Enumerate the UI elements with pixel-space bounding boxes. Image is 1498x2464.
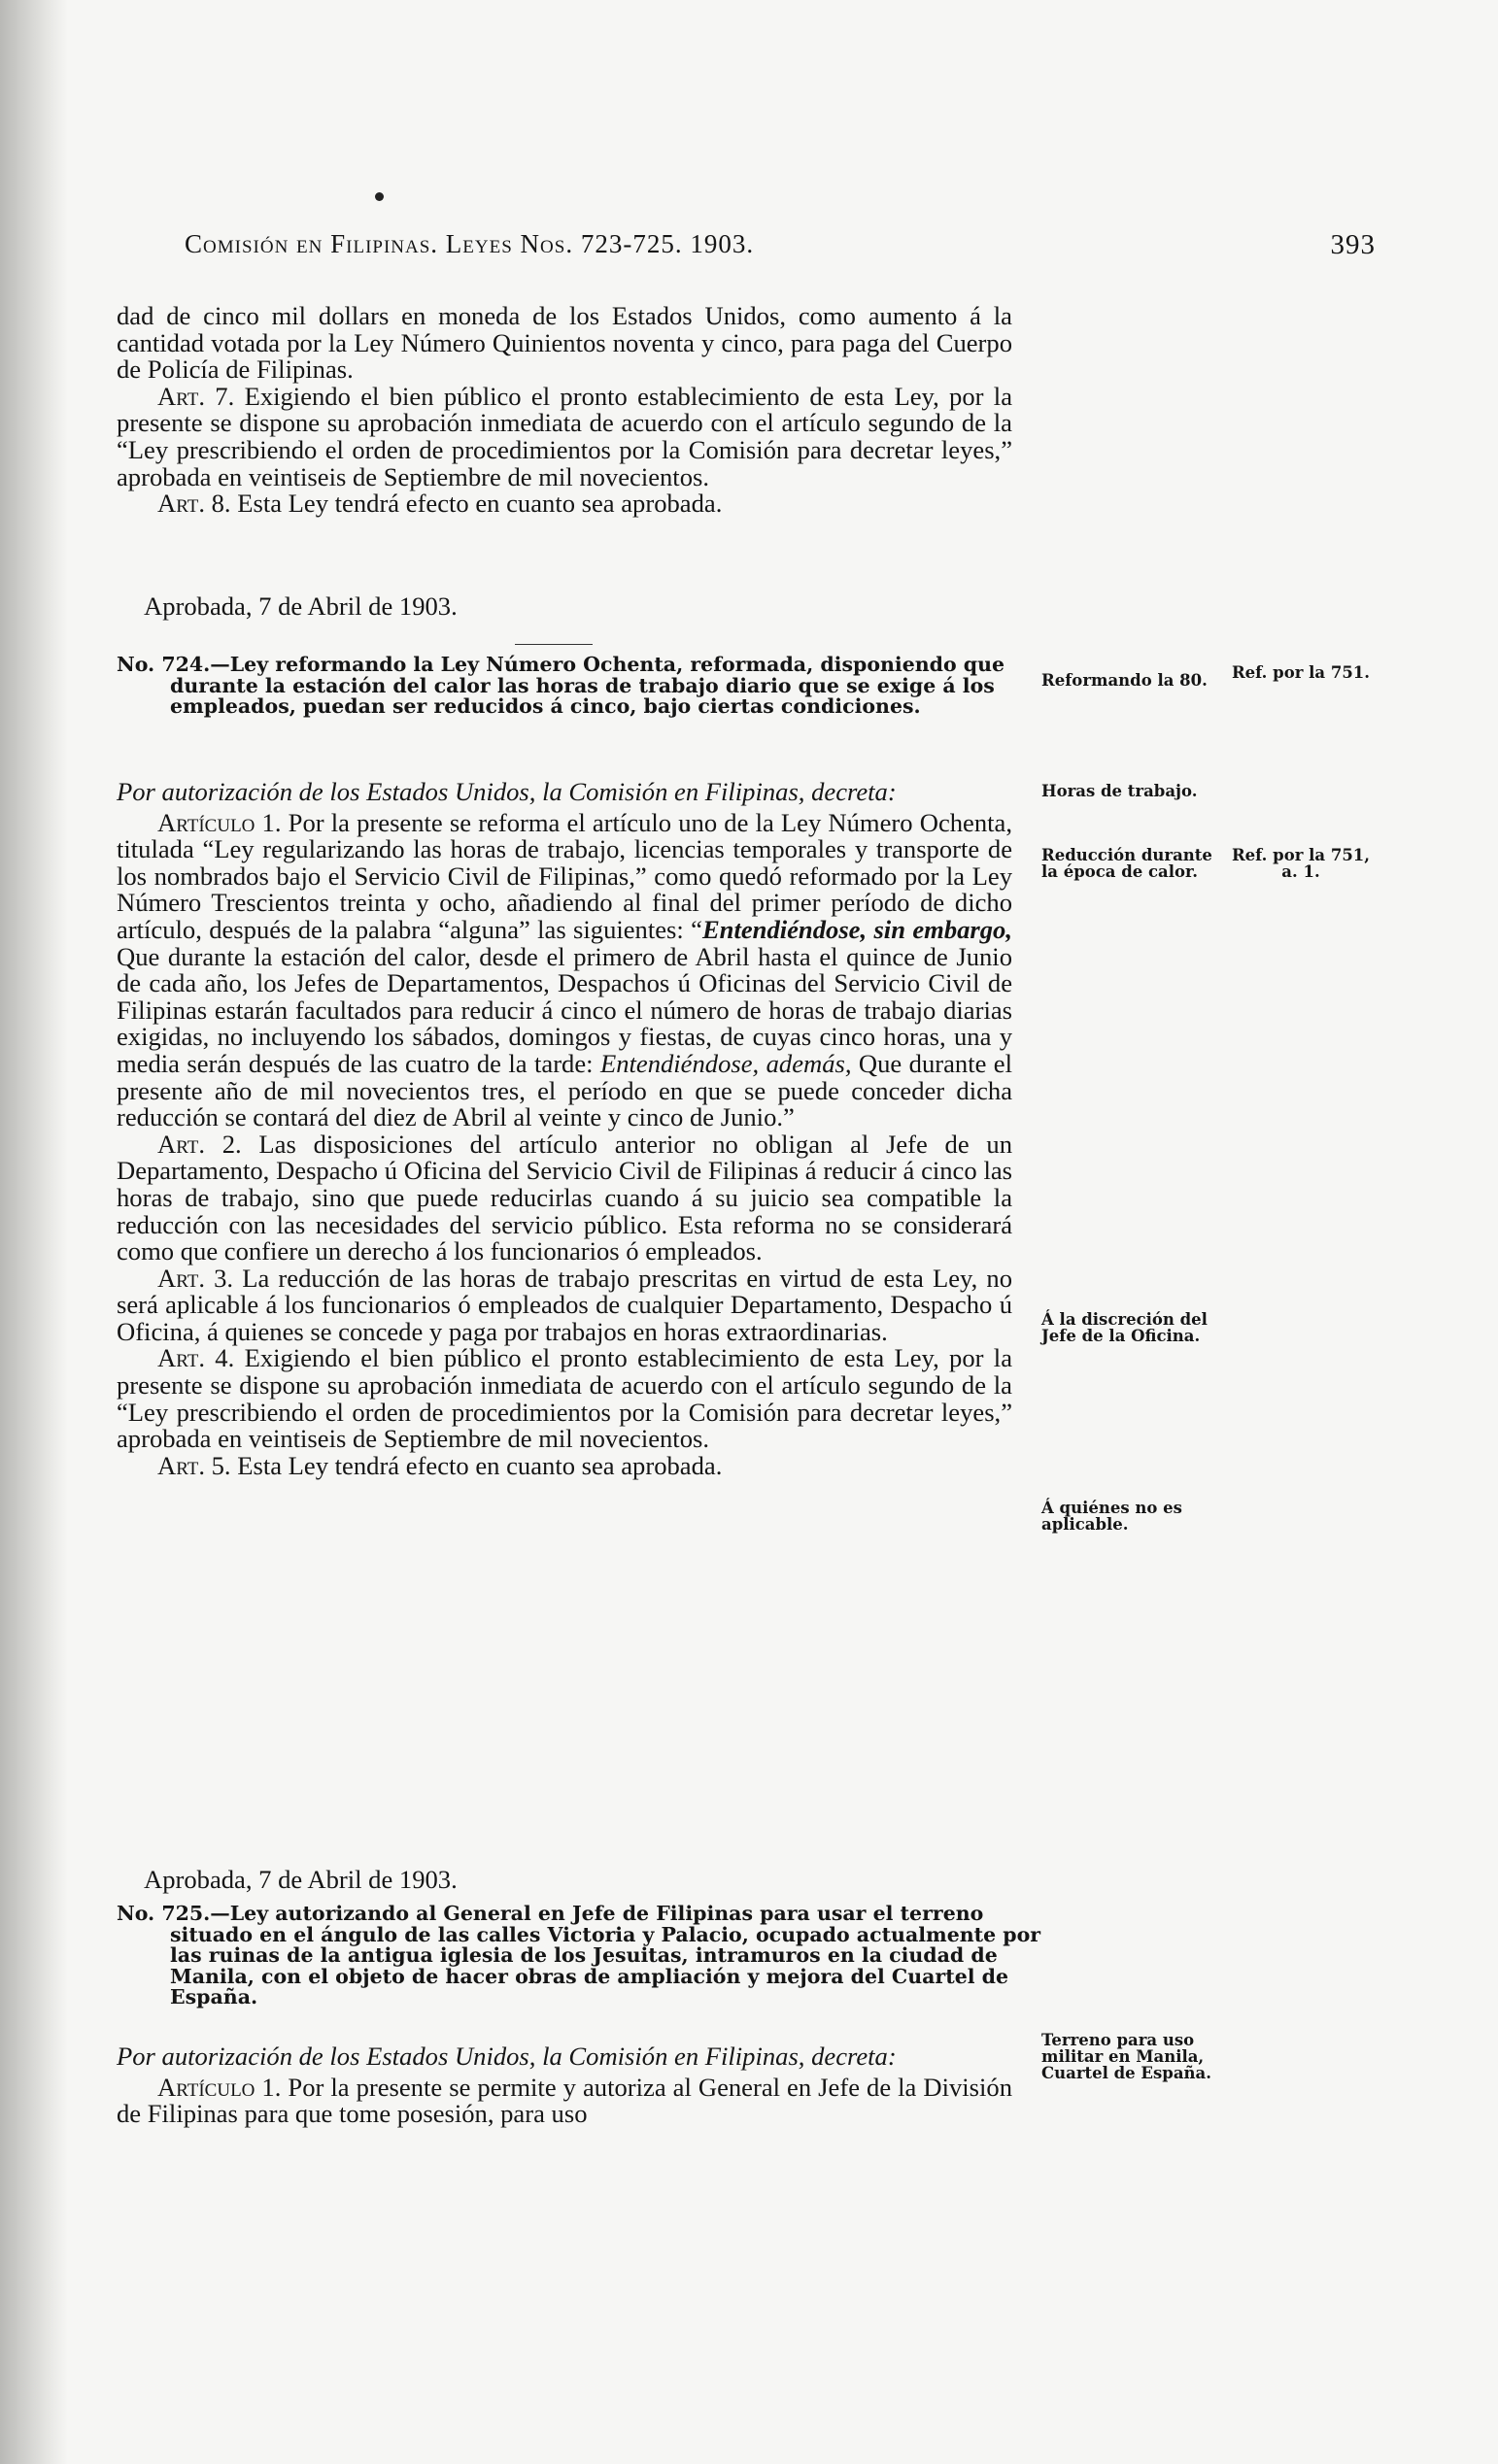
margin-note-aplicable: Á quiénes no es aplicable. (1041, 1499, 1182, 1534)
article-7-label: Art. 7. (157, 381, 235, 411)
law-725-article-1 (117, 2072, 1012, 2129)
law-724-approval (117, 1867, 1012, 1894)
law-725-title (117, 1904, 1066, 2008)
law-724-article-4-label: Art. 4. (157, 1343, 235, 1373)
law-724-article-1-text-a: Por la presente se reforma el artículo uno de la Ley Número Ochenta, titulada “Ley regularizando las horas de trabajo, licencias temporales y transporte de los nombrados bajo el Servicio Civil de Filipinas,” como quedó reformado por la Ley Número Trescientos treinta y ocho, añadiendo al final del primer período de dicho artículo, después de la palabra “alguna” las siguientes: “ (117, 807, 1012, 944)
margin-ref-751-a1: Ref. por la 751, a. 1. (1231, 846, 1371, 881)
law-725-title-text: —Ley autorizando al General en Jefe de Filipinas para usar el terreno situado en el ángulo de las calles Victoria y Palacio, ocupado actualmente por las ruinas de la antigua iglesia de los Jesuitas, intramuros en la ciudad de Manila, con el objeto de hacer obras de ampliación y mejora del Cuartel de España. (170, 1902, 1041, 2008)
approval-date: Aprobada, 7 de Abril de 1903. (144, 591, 458, 621)
law-724-article-1-label: Artículo 1. (157, 807, 282, 837)
law-724-enacting-clause: Por autorización de los Estados Unidos, la Comisión en Filipinas, decreta: (117, 777, 897, 806)
running-header (185, 229, 1376, 259)
margin-note-reduccion: Reducción durante la época de calor. (1041, 846, 1212, 881)
law-724-article-2 (117, 1131, 1012, 1266)
article-8-label: Art. 8. (157, 489, 231, 519)
law-725-number: No. 725. (117, 1902, 211, 1925)
margin-note-discrecion: Á la discreción del Jefe de la Oficina. (1041, 1310, 1208, 1345)
law-724-title-text: —Ley reformando la Ley Número Ochenta, reformada, disponiendo que durante la estación del calor las horas de trabajo diario que se exige á los empleados, puedan ser reducidos á cinco, bajo ciertas condiciones. (170, 653, 1005, 718)
law-725-article-1-text: Por la presente se permite y autoriza al General en Jefe de la División de Filipinas para que tome posesión, para uso (117, 2072, 1012, 2129)
ink-dot (375, 192, 384, 201)
law-725-body (117, 2043, 1012, 2128)
article-7-text: Exigiendo el bien público el pronto establecimiento de esta Ley, por la presente se dispone su aprobación inmediata de acuerdo con el artículo segundo de la “Ley prescribiendo el orden de procedimientos por la Comisión para decretar leyes,” aprobada en veintiseis de Septiembre de mil novecientos. (117, 381, 1013, 491)
margin-note-reformando: Reformando la 80. (1041, 671, 1208, 690)
law-724-article-3-text: La reducción de las horas de trabajo prescritas en virtud de esta Ley, no será aplicable á los funcionarios ó empleados de cualquier Departamento, Despacho ú Oficina, á quienes se concede y paga por trabajos en horas extraordinarias. (117, 1263, 1012, 1346)
law-724-body (117, 779, 1012, 1479)
article-8-text: Esta Ley tendrá efecto en cuanto sea aprobada. (230, 489, 723, 519)
article-8 (117, 490, 1012, 518)
law-724-article-5 (117, 1450, 1012, 1480)
law-724-article-1-text-c: Que durante el presente año de mil novecientos tres, el período en que se puede conceder dicha reducción se contará del diez de Abril al veinte y cinco de Junio.” (117, 1048, 1012, 1132)
law-724-article-1 (117, 807, 1013, 1132)
law-724-article-3-label: Art. 3. (157, 1263, 234, 1293)
law-724-article-5-text: Esta Ley tendrá efecto en cuanto sea aprobada. (230, 1450, 723, 1480)
margin-ref-751: Ref. por la 751. (1231, 663, 1371, 682)
law-724-number: No. 724. (117, 653, 211, 676)
law-725-enacting-clause: Por autorización de los Estados Unidos, la Comisión en Filipinas, decreta: (117, 2042, 897, 2071)
margin-note-terreno: Terreno para uso militar en Manila, Cuartel de España. (1041, 2031, 1211, 2082)
continuation-paragraph: dad de cinco mil dollars en moneda de los Estados Unidos, como aumento á la cantidad votada por la Ley Número Quinientos noventa y cinco, para paga del Cuerpo de Policía de Filipinas. (117, 301, 1012, 385)
law-724-article-2-label: Art. 2. (157, 1129, 242, 1159)
page-number: 393 (1330, 229, 1376, 260)
law-724-article-1-text-b: Que durante la estación del calor, desde el primero de Abril hasta el quince de Junio de cada año, los Jefes de Departamentos, Despachos ú Oficinas del Servicio Civil de Filipinas estarán facultados para reducir á cinco el número de horas de trabajo diarias exigidas, no incluyendo los sábados, domingos y fiestas, de cuyas cinco horas, una y media serán después de las cuatro de la tarde: (117, 941, 1012, 1078)
law-724-article-5-label: Art. 5. (157, 1450, 231, 1480)
law-724-title (117, 655, 1066, 718)
header-title: Comisión en Filipinas. Leyes Nos. 723-725. 1903. (185, 229, 755, 258)
scan-edge-shadow (0, 0, 68, 2464)
law-724-article-3 (117, 1263, 1012, 1346)
previous-law-approval (117, 593, 1012, 621)
previous-law-block (117, 303, 1012, 518)
section-divider (515, 644, 593, 645)
law-725-article-1-label: Artículo 1. (157, 2072, 282, 2102)
article-7 (117, 381, 1013, 491)
law-724-approval-date: Aprobada, 7 de Abril de 1903. (144, 1865, 458, 1894)
law-724-article-2-text: Las disposiciones del artículo anterior no obligan al Jefe de un Departamento, Despacho ú Oficina del Servicio Civil de Filipinas á reducir á cinco las horas de trabajo, sino que puede reducirlas cuando á su juicio sea compatible la reducción con las necesidades del servicio público. Esta reforma no se considerará como que confiere un derecho á los funcionarios ó empleados. (117, 1129, 1012, 1266)
margin-note-horas: Horas de trabajo. (1041, 782, 1198, 800)
law-724-article-4-text: Exigiendo el bien público el pronto establecimiento de esta Ley, por la presente se dispone su aprobación inmediata de acuerdo con el artículo segundo de la “Ley prescribiendo el orden de procedimientos por la Comisión para decretar leyes,” aprobada en veintiseis de Septiembre de mil novecientos. (117, 1343, 1013, 1454)
law-724-article-4 (117, 1345, 1012, 1452)
law-724-article-1-proviso-2: Entendiéndose, además, (599, 1048, 852, 1078)
law-724-article-1-proviso-1: Entendiéndose, sin embargo, (701, 914, 1013, 944)
